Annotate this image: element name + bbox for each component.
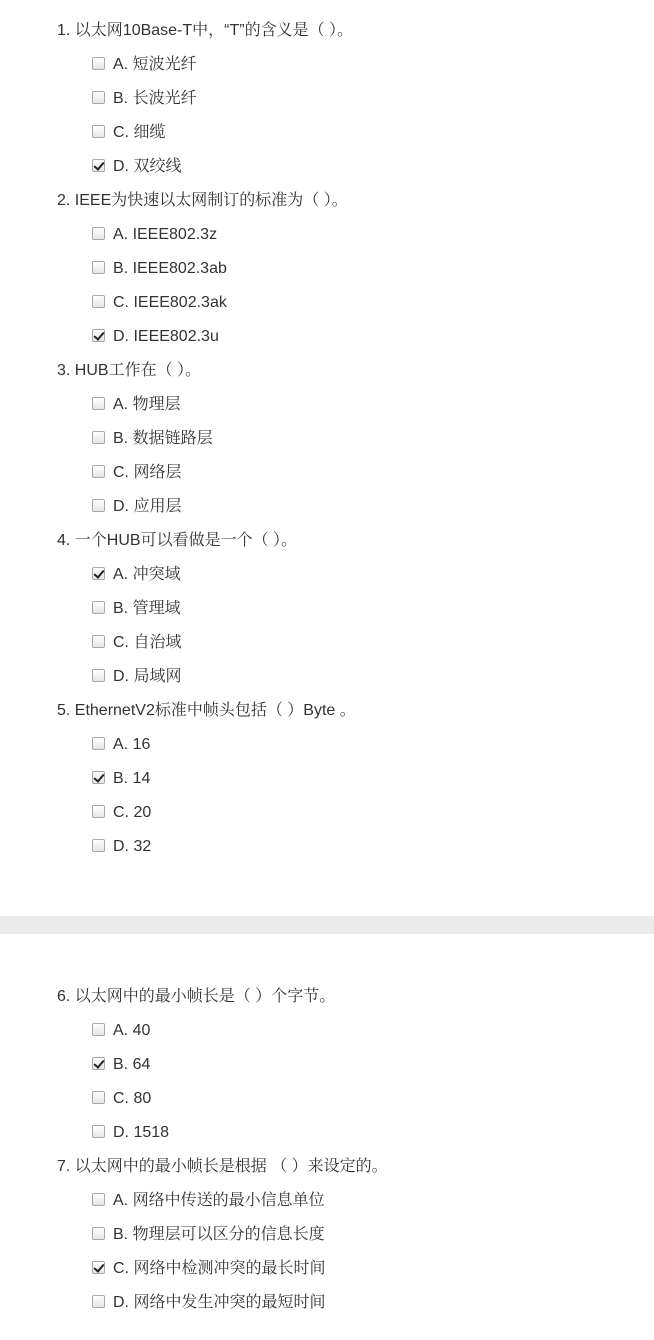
question-item (0, 1150, 654, 1320)
checked-checkbox[interactable] (92, 567, 105, 580)
checkbox[interactable] (92, 737, 105, 750)
question-item (0, 524, 654, 694)
option-label: C. 自治域 (113, 634, 182, 651)
checkbox[interactable] (92, 295, 105, 308)
checkbox[interactable] (92, 1295, 105, 1308)
checkbox[interactable] (92, 839, 105, 852)
checked-checkbox[interactable] (92, 159, 105, 172)
question-title: 1. 以太网10Base-T中，“T”的含义是（ ）。 (57, 22, 354, 39)
checkbox[interactable] (92, 431, 105, 444)
checkbox[interactable] (92, 465, 105, 478)
option-label: C. 细缆 (113, 124, 166, 141)
checkbox[interactable] (92, 397, 105, 410)
answer-option[interactable] (92, 388, 654, 422)
option-label: D. IEEE802.3u (113, 328, 219, 345)
checkbox[interactable] (92, 601, 105, 614)
option-label: B. 14 (113, 770, 151, 787)
answer-option[interactable] (92, 830, 654, 864)
option-label: C. 网络层 (113, 464, 182, 481)
checked-checkbox[interactable] (92, 1261, 105, 1274)
option-label: C. IEEE802.3ak (113, 294, 227, 311)
option-label: D. 32 (113, 838, 152, 855)
option-label: D. 网络中发生冲突的最短时间 (113, 1294, 326, 1311)
question-item (0, 354, 654, 524)
option-label: C. 20 (113, 804, 152, 821)
question-title: 3. HUB工作在（ ）。 (57, 362, 202, 379)
checkbox[interactable] (92, 1227, 105, 1240)
answer-option[interactable] (92, 252, 654, 286)
checkbox[interactable] (92, 635, 105, 648)
answer-option[interactable] (92, 1252, 654, 1286)
option-label: B. 长波光纤 (113, 90, 197, 107)
answer-option[interactable] (92, 1082, 654, 1116)
checkbox[interactable] (92, 1193, 105, 1206)
option-label: C. 网络中检测冲突的最长时间 (113, 1260, 326, 1277)
checkbox[interactable] (92, 261, 105, 274)
answer-option[interactable] (92, 728, 654, 762)
answer-option[interactable] (92, 456, 654, 490)
option-label: A. 16 (113, 736, 151, 753)
option-label: B. 物理层可以区分的信息长度 (113, 1226, 325, 1243)
question-item (0, 980, 654, 1150)
option-label: A. 冲突域 (113, 566, 181, 583)
answer-option[interactable] (92, 762, 654, 796)
option-label: B. 管理域 (113, 600, 181, 617)
question-item (0, 14, 654, 184)
checked-checkbox[interactable] (92, 329, 105, 342)
option-label: C. 80 (113, 1090, 152, 1107)
checkbox[interactable] (92, 125, 105, 138)
checkbox[interactable] (92, 1023, 105, 1036)
option-label: D. 1518 (113, 1124, 170, 1141)
option-label: D. 局域网 (113, 668, 182, 685)
checked-checkbox[interactable] (92, 771, 105, 784)
option-label: B. 64 (113, 1056, 151, 1073)
option-label: A. 短波光纤 (113, 56, 197, 73)
question-group-2 (0, 980, 654, 1320)
option-label: A. 网络中传送的最小信息单位 (113, 1192, 325, 1209)
option-label: A. IEEE802.3z (113, 226, 218, 243)
answer-option[interactable] (92, 218, 654, 252)
option-label: A. 40 (113, 1022, 151, 1039)
answer-option[interactable] (92, 1014, 654, 1048)
checkbox[interactable] (92, 805, 105, 818)
answer-option[interactable] (92, 1218, 654, 1252)
checked-checkbox[interactable] (92, 1057, 105, 1070)
option-label: A. 物理层 (113, 396, 181, 413)
checkbox[interactable] (92, 1091, 105, 1104)
answer-option[interactable] (92, 592, 654, 626)
checkbox[interactable] (92, 1125, 105, 1138)
option-label: D. 应用层 (113, 498, 182, 515)
question-title: 4. 一个HUB可以看做是一个（ ）。 (57, 532, 298, 549)
answer-option[interactable] (92, 422, 654, 456)
answer-option[interactable] (92, 48, 654, 82)
answer-option[interactable] (92, 320, 654, 354)
question-title: 6. 以太网中的最小帧长是（ ）个字节。 (57, 988, 336, 1005)
checkbox[interactable] (92, 227, 105, 240)
answer-option[interactable] (92, 82, 654, 116)
question-title: 5. EthernetV2标准中帧头包括（ ）Byte 。 (57, 702, 356, 719)
answer-option[interactable] (92, 558, 654, 592)
answer-option[interactable] (92, 660, 654, 694)
answer-option[interactable] (92, 116, 654, 150)
option-label: B. 数据链路层 (113, 430, 213, 447)
answer-option[interactable] (92, 490, 654, 524)
answer-option[interactable] (92, 1286, 654, 1320)
answer-option[interactable] (92, 1184, 654, 1218)
question-item (0, 184, 654, 354)
question-title: 7. 以太网中的最小帧长是根据 （ ）来设定的。 (57, 1158, 388, 1175)
answer-option[interactable] (92, 1116, 654, 1150)
checkbox[interactable] (92, 57, 105, 70)
answer-option[interactable] (92, 796, 654, 830)
checkbox[interactable] (92, 669, 105, 682)
question-item (0, 694, 654, 864)
section-divider (0, 916, 654, 934)
option-label: D. 双绞线 (113, 158, 182, 175)
answer-option[interactable] (92, 286, 654, 320)
answer-option[interactable] (92, 150, 654, 184)
question-title: 2. IEEE为快速以太网制订的标准为（ ）。 (57, 192, 348, 209)
checkbox[interactable] (92, 499, 105, 512)
answer-option[interactable] (92, 626, 654, 660)
answer-option[interactable] (92, 1048, 654, 1082)
question-group-1 (0, 14, 654, 864)
option-label: B. IEEE802.3ab (113, 260, 227, 277)
checkbox[interactable] (92, 91, 105, 104)
